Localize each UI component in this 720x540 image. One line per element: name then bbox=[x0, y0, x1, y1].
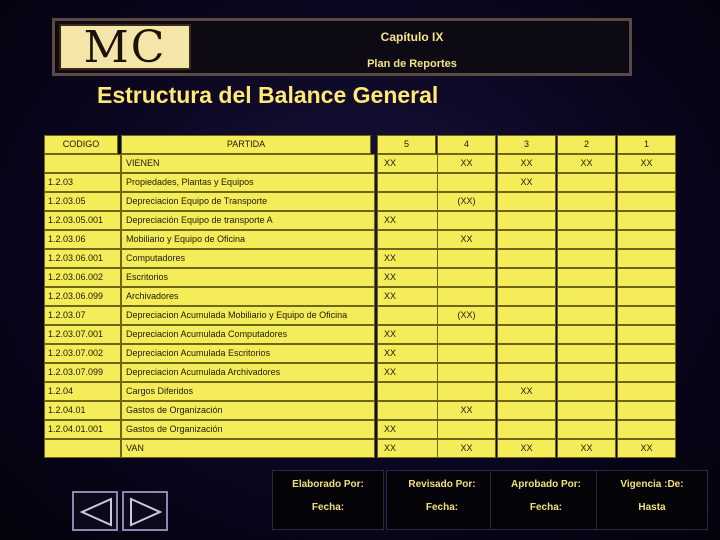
row-code: 1.2.04 bbox=[44, 382, 121, 401]
aprobado-date-label: Fecha: bbox=[529, 502, 563, 513]
row-value-col-4: XX bbox=[437, 230, 496, 249]
row-description: Escritorios bbox=[121, 268, 375, 287]
row-value-col-3 bbox=[497, 306, 556, 325]
row-value-col-3 bbox=[497, 287, 556, 306]
header-col-5: 5 bbox=[377, 135, 436, 154]
row-value-col-3 bbox=[497, 325, 556, 344]
row-description: VIENEN bbox=[121, 154, 375, 173]
row-code: 1.2.04.01 bbox=[44, 401, 121, 420]
row-value-col-4: XX bbox=[437, 401, 496, 420]
row-description: Gastos de Organización bbox=[121, 420, 375, 439]
revisado-date-label: Fecha: bbox=[425, 502, 459, 513]
row-value-col-3 bbox=[497, 249, 556, 268]
row-description: Depreciacion Acumulada Archivadores bbox=[121, 363, 375, 382]
row-value-col-1 bbox=[617, 363, 676, 382]
elaborado-box bbox=[272, 470, 384, 530]
row-value-col-3: XX bbox=[497, 154, 556, 173]
row-value-col-5: XX bbox=[377, 439, 442, 458]
row-value-col-3 bbox=[497, 420, 556, 439]
row-code: 1.2.03.07.099 bbox=[44, 363, 121, 382]
row-value-col-4 bbox=[437, 268, 496, 287]
row-description: Depreciacion Acumulada Escritorios bbox=[121, 344, 375, 363]
row-value-col-1 bbox=[617, 211, 676, 230]
revisado-box bbox=[386, 470, 498, 530]
row-value-col-3 bbox=[497, 192, 556, 211]
page-title: Estructura del Balance General bbox=[97, 82, 439, 108]
row-code: 1.2.03.06 bbox=[44, 230, 121, 249]
vigencia-box bbox=[596, 470, 708, 530]
row-value-col-4 bbox=[437, 420, 496, 439]
row-description: Depreciacion Acumulada Mobiliario y Equipo de Oficina bbox=[121, 306, 375, 325]
arrow-left-icon bbox=[77, 496, 115, 528]
row-value-col-1 bbox=[617, 173, 676, 192]
row-value-col-5: XX bbox=[377, 268, 442, 287]
row-value-col-4: XX bbox=[437, 154, 496, 173]
row-value-col-1 bbox=[617, 325, 676, 344]
row-value-col-1 bbox=[617, 420, 676, 439]
row-value-col-3 bbox=[497, 230, 556, 249]
row-value-col-2: XX bbox=[557, 154, 616, 173]
row-description: Cargos Diferidos bbox=[121, 382, 375, 401]
vigencia-hasta-label: Hasta bbox=[638, 502, 666, 513]
row-code: 1.2.03.07.002 bbox=[44, 344, 121, 363]
row-value-col-1 bbox=[617, 344, 676, 363]
mc-logo: MC bbox=[59, 24, 191, 70]
row-value-col-1 bbox=[617, 192, 676, 211]
row-value-col-2 bbox=[557, 173, 616, 192]
row-value-col-1 bbox=[617, 230, 676, 249]
row-value-col-2 bbox=[557, 249, 616, 268]
row-description: Computadores bbox=[121, 249, 375, 268]
row-value-col-4: (XX) bbox=[437, 306, 496, 325]
row-value-col-2 bbox=[557, 268, 616, 287]
row-code: 1.2.03.05.001 bbox=[44, 211, 121, 230]
row-value-col-5 bbox=[377, 382, 442, 401]
row-value-col-5 bbox=[377, 192, 442, 211]
vigencia-label: Vigencia :De: bbox=[620, 479, 684, 490]
row-code: 1.2.03.07 bbox=[44, 306, 121, 325]
row-value-col-5 bbox=[377, 401, 442, 420]
row-value-col-4 bbox=[437, 325, 496, 344]
chapter-header bbox=[52, 18, 632, 76]
row-value-col-3 bbox=[497, 211, 556, 230]
header-col-3: 3 bbox=[497, 135, 556, 154]
elaborado-date-label: Fecha: bbox=[311, 502, 345, 513]
row-value-col-1: XX bbox=[617, 439, 676, 458]
aprobado-box bbox=[490, 470, 602, 530]
row-value-col-1 bbox=[617, 306, 676, 325]
row-code: 1.2.03 bbox=[44, 173, 121, 192]
row-value-col-5: XX bbox=[377, 325, 442, 344]
row-value-col-5: XX bbox=[377, 287, 442, 306]
row-value-col-2: XX bbox=[557, 439, 616, 458]
header-partida: PARTIDA bbox=[121, 135, 371, 154]
row-value-col-3 bbox=[497, 363, 556, 382]
row-value-col-3: XX bbox=[497, 173, 556, 192]
row-value-col-4 bbox=[437, 173, 496, 192]
row-description: Archivadores bbox=[121, 287, 375, 306]
row-value-col-1 bbox=[617, 287, 676, 306]
row-value-col-2 bbox=[557, 363, 616, 382]
row-value-col-2 bbox=[557, 287, 616, 306]
chapter-title: Capítulo IX bbox=[380, 30, 444, 44]
row-code: 1.2.03.07.001 bbox=[44, 325, 121, 344]
row-value-col-3 bbox=[497, 344, 556, 363]
row-value-col-5 bbox=[377, 306, 442, 325]
row-value-col-1 bbox=[617, 382, 676, 401]
row-value-col-1: XX bbox=[617, 154, 676, 173]
row-value-col-4 bbox=[437, 287, 496, 306]
row-value-col-5: XX bbox=[377, 363, 442, 382]
header-codigo: CODIGO bbox=[44, 135, 118, 154]
row-value-col-4 bbox=[437, 363, 496, 382]
row-value-col-3 bbox=[497, 268, 556, 287]
next-slide-button[interactable] bbox=[122, 491, 168, 531]
row-value-col-4 bbox=[437, 382, 496, 401]
header-col-2: 2 bbox=[557, 135, 616, 154]
row-description: Depreciacion Equipo de Transporte bbox=[121, 192, 375, 211]
header-col-1: 1 bbox=[617, 135, 676, 154]
row-code: 1.2.03.06.001 bbox=[44, 249, 121, 268]
row-value-col-5: XX bbox=[377, 420, 442, 439]
row-code: 1.2.04.01.001 bbox=[44, 420, 121, 439]
row-description: Depreciación Equipo de transporte A bbox=[121, 211, 375, 230]
row-value-col-2 bbox=[557, 325, 616, 344]
row-value-col-4 bbox=[437, 344, 496, 363]
row-value-col-3: XX bbox=[497, 439, 556, 458]
row-description: Propiedades, Plantas y Equipos bbox=[121, 173, 375, 192]
row-value-col-5: XX bbox=[377, 249, 442, 268]
row-value-col-5: XX bbox=[377, 344, 442, 363]
row-value-col-2 bbox=[557, 230, 616, 249]
row-description: Gastos de Organización bbox=[121, 401, 375, 420]
chapter-subtitle: Plan de Reportes bbox=[367, 58, 457, 70]
row-code bbox=[44, 154, 121, 173]
row-value-col-4 bbox=[437, 211, 496, 230]
row-value-col-5: XX bbox=[377, 211, 442, 230]
row-description: Depreciacion Acumulada Computadores bbox=[121, 325, 375, 344]
header-col-4: 4 bbox=[437, 135, 496, 154]
elaborado-label: Elaborado Por: bbox=[292, 479, 364, 490]
row-value-col-4: (XX) bbox=[437, 192, 496, 211]
row-value-col-1 bbox=[617, 401, 676, 420]
row-value-col-3: XX bbox=[497, 382, 556, 401]
row-value-col-3 bbox=[497, 401, 556, 420]
row-value-col-1 bbox=[617, 268, 676, 287]
row-value-col-2 bbox=[557, 382, 616, 401]
row-value-col-5 bbox=[377, 173, 442, 192]
revisado-label: Revisado Por: bbox=[408, 479, 476, 490]
row-description: Mobiliario y Equipo de Oficina bbox=[121, 230, 375, 249]
row-value-col-2 bbox=[557, 306, 616, 325]
row-value-col-4 bbox=[437, 249, 496, 268]
row-value-col-5 bbox=[377, 230, 442, 249]
row-value-col-2 bbox=[557, 401, 616, 420]
row-value-col-2 bbox=[557, 420, 616, 439]
row-value-col-1 bbox=[617, 249, 676, 268]
row-value-col-2 bbox=[557, 192, 616, 211]
aprobado-label: Aprobado Por: bbox=[511, 479, 581, 490]
row-code: 1.2.03.06.099 bbox=[44, 287, 121, 306]
row-value-col-5: XX bbox=[377, 154, 442, 173]
row-value-col-4: XX bbox=[437, 439, 496, 458]
row-code: 1.2.03.06.002 bbox=[44, 268, 121, 287]
row-code bbox=[44, 439, 121, 458]
row-value-col-2 bbox=[557, 344, 616, 363]
row-value-col-2 bbox=[557, 211, 616, 230]
row-code: 1.2.03.05 bbox=[44, 192, 121, 211]
arrow-right-icon bbox=[127, 496, 165, 528]
previous-slide-button[interactable] bbox=[72, 491, 118, 531]
row-description: VAN bbox=[121, 439, 375, 458]
